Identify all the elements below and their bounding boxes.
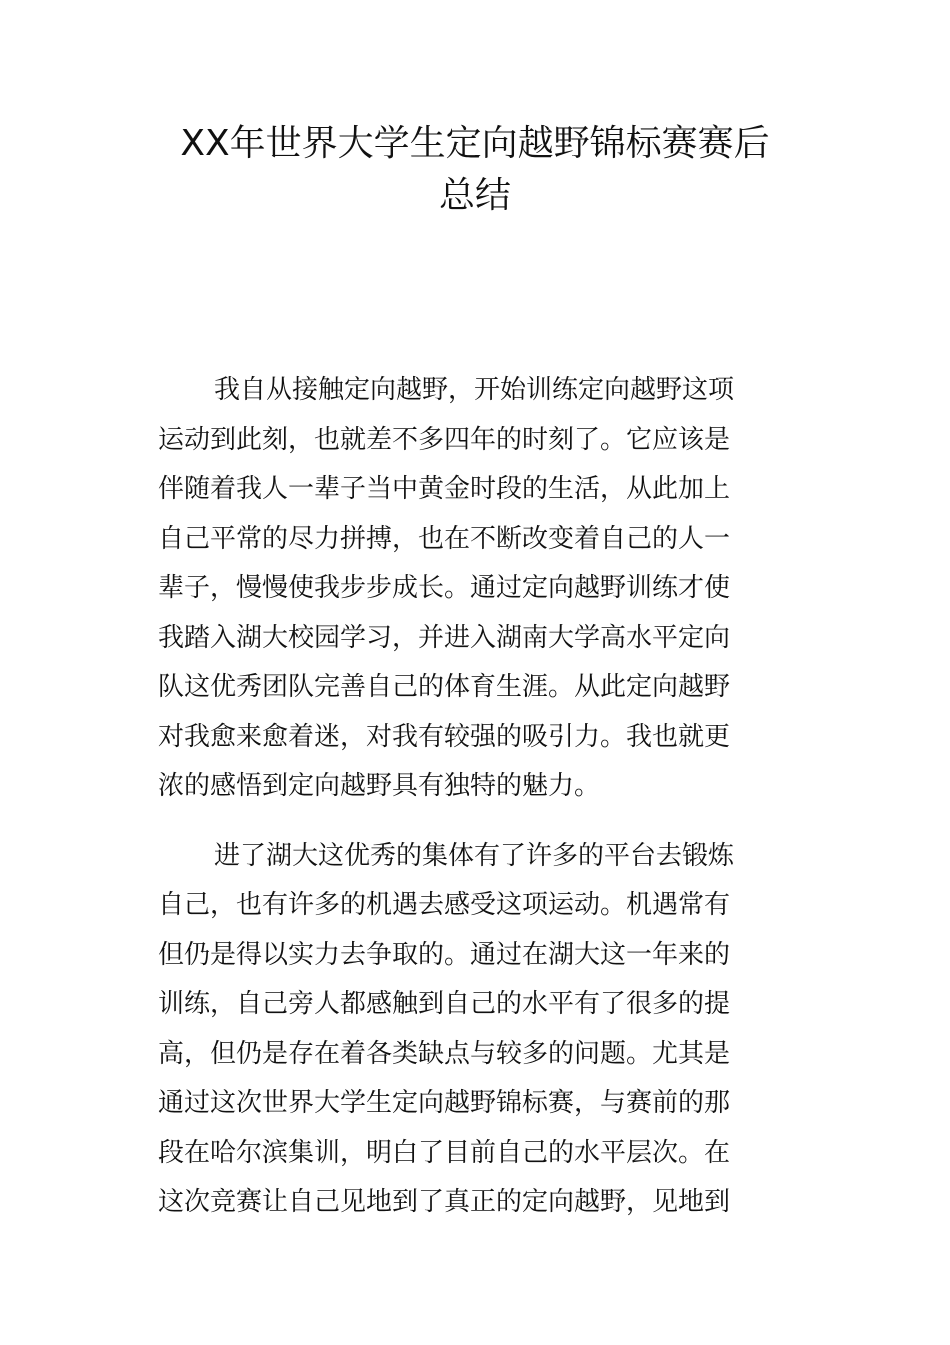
paragraph-line: 队这优秀团队完善自己的体育生涯。从此定向越野 <box>158 672 731 702</box>
paragraph-line: 浓的感悟到定向越野具有独特的魅力。 <box>158 771 601 801</box>
paragraph-line: 辈子，慢慢使我步步成长。通过定向越野训练才使 <box>158 573 731 603</box>
title-line-2: 总结 <box>438 175 511 216</box>
paragraph-line: 但仍是得以实力去争取的。通过在湖大这一年来的 <box>158 939 731 970</box>
paragraph-1 <box>158 366 758 812</box>
paragraph-line: 伴随着我人一辈子当中黄金时段的生活，从此加上 <box>158 474 731 504</box>
paragraph-line: 自己平常的尽力拼搏，也在不断改变着自己的人一 <box>158 523 731 554</box>
paragraph-line: 进了湖大这优秀的集体有了许多的平台去锻炼 <box>214 840 735 871</box>
paragraph-line: 我踏入湖大校园学习，并进入湖南大学高水平定向 <box>158 622 731 653</box>
paragraph-line: 运动到此刻，也就差不多四年的时刻了。它应该是 <box>158 424 731 455</box>
paragraph-line: 这次竞赛让自己见地到了真正的定向越野，见地到 <box>158 1187 731 1217</box>
document-title <box>130 118 820 222</box>
paragraph-line: 训练，自己旁人都感触到自己的水平有了很多的提 <box>158 989 731 1019</box>
paragraph-line: 自己，也有许多的机遇去感受这项运动。机遇常有 <box>158 890 731 920</box>
document-body <box>158 366 758 1248</box>
paragraph-2 <box>158 832 758 1228</box>
paragraph-line: 我自从接触定向越野，开始训练定向越野这项 <box>214 375 735 405</box>
paragraph-line: 通过这次世界大学生定向越野锦标赛，与赛前的那 <box>158 1088 731 1118</box>
title-line-1: XX年世界大学生定向越野锦标赛赛后 <box>180 123 770 164</box>
paragraph-line: 段在哈尔滨集训，明白了目前自己的水平层次。在 <box>158 1137 731 1168</box>
paragraph-line: 高，但仍是存在着各类缺点与较多的问题。尤其是 <box>158 1038 731 1069</box>
paragraph-line: 对我愈来愈着迷，对我有较强的吸引力。我也就更 <box>158 721 731 752</box>
